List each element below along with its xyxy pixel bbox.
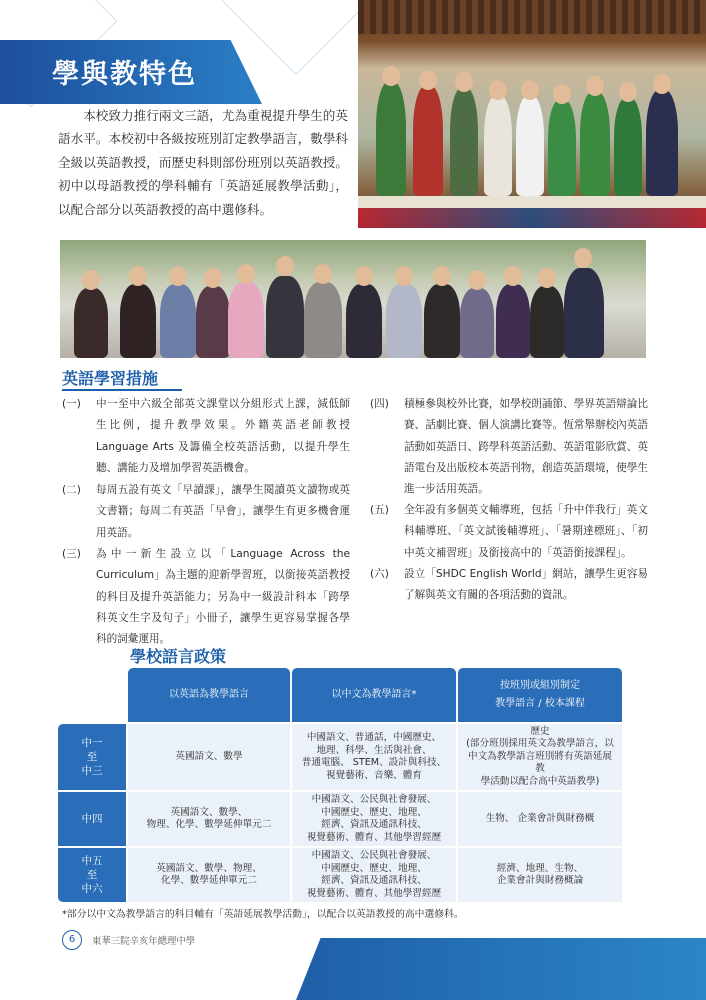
table-header: 按班別或組別制定 教學語言 / 校本課程 (458, 668, 622, 722)
english-section-heading: 英語學習措施 (62, 369, 159, 388)
row-header: 中一 至 中三 (58, 724, 126, 790)
table-cell: 英國語文、數學、 物理、化學、數學延伸單元二 (128, 792, 290, 846)
table-cell: 中國語文、公民與社會發展、 中國歷史、歷史、地理、 經濟、資訊及通訊科技、 視覺藝術、體育、其他學習經歷 (292, 848, 456, 902)
section-underline (62, 389, 182, 391)
teachers-group-photo (60, 240, 646, 358)
table-cell: 英國語文、數學 (128, 724, 290, 790)
list-item: (三) 為中一新生設立以「Language Across the Curriculum」為主題的迎新學習班，以銜接英語教授的科目及提升英語能力；另為中一級設計科本「跨學科英文生字及句子」小冊子，讓學生更容易掌握各學科的詞彙運用。 (62, 548, 350, 646)
table-cell: 英國語文、數學、物理、 化學、數學延伸單元二 (128, 848, 290, 902)
row-header: 中四 (58, 792, 126, 846)
list-item: (二) 每周五設有英文「早讀課」，讓學生閱讀英文讀物或英文書籍；每周二有英語「早會」，讓學生有更多機會運用英語。 (62, 484, 350, 539)
page-number: 6 (62, 930, 82, 950)
footnote: *部分以中文為教學語言的科目輔有「英語延展教學活動」，以配合以英語教授的高中選修科。 (62, 909, 464, 920)
table-cell: 經濟、地理、生物、 企業會計與財務概論 (458, 848, 622, 902)
footer-school-name: 東華三院辛亥年總理中學 (92, 936, 196, 947)
table-cell: 歷史 (部分班別採用英文為教學語言，以 中文為教學語言班別將有英語延展教 學活動以配合高中英語教學) (458, 724, 622, 790)
footer-decor-bar (296, 938, 706, 1000)
list-item: (五) 全年設有多個英文輔導班，包括「升中伴我行」英文科輔導班、「英文試後輔導班」、「暑期達標班」、「初中英文補習班」及銜接高中的「英語銜接課程」。 (370, 504, 648, 559)
list-item: (四) 積極參與校外比賽，如學校朗誦節、學界英語辯論比賽、話劇比賽、個人演講比賽等。恆常舉辦校內英語話動如英語日、跨學科英語活動、英語電影欣賞、英語電台及出版校本英語刊物，創造英語環境，使學生進一步活用英語。 (370, 398, 648, 496)
intro-paragraph: 本校致力推行兩文三語，尤為重視提升學生的英語水平。本校初中各級按班別訂定教學語言，數學科全級以英語教授，而歷史科則部份班別以英語教授。初中以母語教授的學科輔有「英語延展教學活動」，以配合部分以英語教授的高中選修科。 (58, 108, 348, 217)
table-cell: 生物、 企業會計與財務概 (458, 792, 622, 846)
table-cell: 中國語文、普通話，中國歷史、 地理、科學、生活與社會、 普通電腦、 STEM、設計與科技、 視覺藝術、音樂、體育 (292, 724, 456, 790)
page-title: 學與教特色 (52, 59, 197, 90)
policy-section-heading: 學校語言政策 (130, 647, 227, 666)
list-item: (一) 中一至中六級全部英文課堂以分組形式上課，減低師生比例，提升教學效果。外籍英語老師教授 Language Arts 及籌備全校英語活動，以提升學生聽、講能力及增加學習英語機會。 (62, 398, 350, 474)
list-item: (六) 設立「SHDC English World」網站，讓學生更容易了解與英文有關的各項活動的資訊。 (370, 568, 648, 602)
table-header: 以中文為教學語言* (292, 668, 456, 722)
table-header: 以英語為教學語言 (128, 668, 290, 722)
row-header: 中五 至 中六 (58, 848, 126, 902)
table-cell: 中國語文、公民與社會發展、 中國歷史、歷史、地理、 經濟、資訊及通訊科技、 視覺藝術、體育、其他學習經歷 (292, 792, 456, 846)
drama-stage-photo (358, 0, 706, 228)
